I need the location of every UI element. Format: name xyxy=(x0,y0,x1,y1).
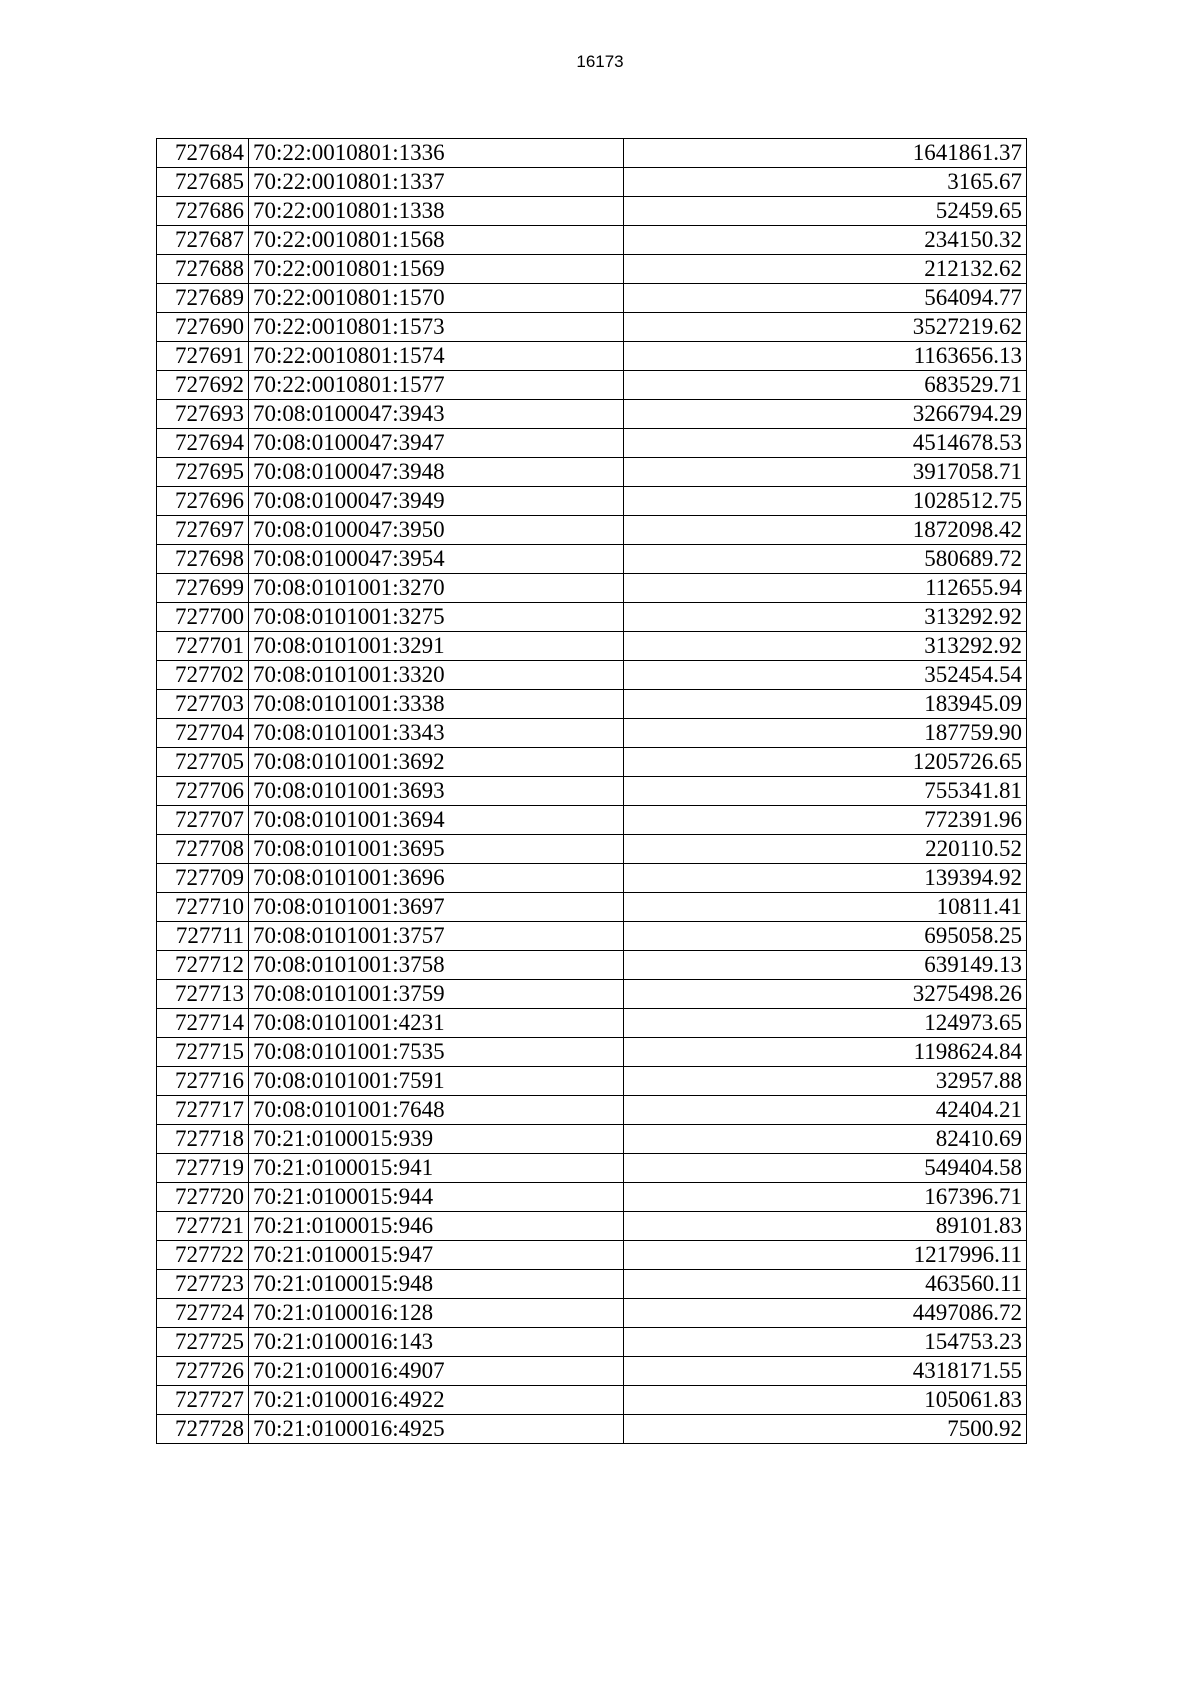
cadastral-number-cell: 70:08:0101001:7648 xyxy=(249,1096,624,1125)
value-cell: 52459.65 xyxy=(624,197,1027,226)
row-number-cell: 727714 xyxy=(157,1009,249,1038)
value-cell: 1163656.13 xyxy=(624,342,1027,371)
row-number-cell: 727705 xyxy=(157,748,249,777)
cadastral-number-cell: 70:08:0101001:7535 xyxy=(249,1038,624,1067)
table-row xyxy=(157,1415,1027,1444)
table-row xyxy=(157,1241,1027,1270)
registry-table xyxy=(156,138,1027,1444)
table-row xyxy=(157,255,1027,284)
row-number-cell: 727695 xyxy=(157,458,249,487)
row-number-cell: 727716 xyxy=(157,1067,249,1096)
table-row xyxy=(157,1328,1027,1357)
cadastral-number-cell: 70:08:0100047:3947 xyxy=(249,429,624,458)
cadastral-number-cell: 70:08:0100047:3954 xyxy=(249,545,624,574)
value-cell: 683529.71 xyxy=(624,371,1027,400)
table-row xyxy=(157,632,1027,661)
cadastral-number-cell: 70:08:0101001:3270 xyxy=(249,574,624,603)
cadastral-number-cell: 70:08:0101001:3759 xyxy=(249,980,624,1009)
row-number-cell: 727685 xyxy=(157,168,249,197)
row-number-cell: 727712 xyxy=(157,951,249,980)
value-cell: 1872098.42 xyxy=(624,516,1027,545)
value-cell: 42404.21 xyxy=(624,1096,1027,1125)
table-row xyxy=(157,400,1027,429)
cadastral-number-cell: 70:08:0101001:4231 xyxy=(249,1009,624,1038)
cadastral-number-cell: 70:22:0010801:1338 xyxy=(249,197,624,226)
table-row xyxy=(157,1183,1027,1212)
cadastral-number-cell: 70:21:0100015:947 xyxy=(249,1241,624,1270)
table-row xyxy=(157,603,1027,632)
row-number-cell: 727692 xyxy=(157,371,249,400)
value-cell: 463560.11 xyxy=(624,1270,1027,1299)
value-cell: 549404.58 xyxy=(624,1154,1027,1183)
cadastral-number-cell: 70:08:0101001:3343 xyxy=(249,719,624,748)
table-row xyxy=(157,226,1027,255)
value-cell: 167396.71 xyxy=(624,1183,1027,1212)
cadastral-number-cell: 70:08:0101001:3696 xyxy=(249,864,624,893)
value-cell: 82410.69 xyxy=(624,1125,1027,1154)
table-row xyxy=(157,719,1027,748)
row-number-cell: 727715 xyxy=(157,1038,249,1067)
value-cell: 154753.23 xyxy=(624,1328,1027,1357)
table-row xyxy=(157,1154,1027,1183)
row-number-cell: 727723 xyxy=(157,1270,249,1299)
table-row xyxy=(157,748,1027,777)
value-cell: 3165.67 xyxy=(624,168,1027,197)
cadastral-number-cell: 70:08:0100047:3950 xyxy=(249,516,624,545)
row-number-cell: 727697 xyxy=(157,516,249,545)
table-row xyxy=(157,1299,1027,1328)
value-cell: 7500.92 xyxy=(624,1415,1027,1444)
cadastral-number-cell: 70:21:0100016:4907 xyxy=(249,1357,624,1386)
cadastral-number-cell: 70:08:0100047:3943 xyxy=(249,400,624,429)
value-cell: 580689.72 xyxy=(624,545,1027,574)
value-cell: 313292.92 xyxy=(624,632,1027,661)
row-number-cell: 727710 xyxy=(157,893,249,922)
row-number-cell: 727700 xyxy=(157,603,249,632)
value-cell: 234150.32 xyxy=(624,226,1027,255)
table-row xyxy=(157,1125,1027,1154)
row-number-cell: 727703 xyxy=(157,690,249,719)
cadastral-number-cell: 70:08:0101001:3693 xyxy=(249,777,624,806)
value-cell: 4514678.53 xyxy=(624,429,1027,458)
cadastral-number-cell: 70:22:0010801:1337 xyxy=(249,168,624,197)
value-cell: 187759.90 xyxy=(624,719,1027,748)
row-number-cell: 727722 xyxy=(157,1241,249,1270)
cadastral-number-cell: 70:21:0100016:143 xyxy=(249,1328,624,1357)
table-row xyxy=(157,371,1027,400)
row-number-cell: 727691 xyxy=(157,342,249,371)
value-cell: 3275498.26 xyxy=(624,980,1027,1009)
value-cell: 772391.96 xyxy=(624,806,1027,835)
cadastral-number-cell: 70:08:0101001:3692 xyxy=(249,748,624,777)
row-number-cell: 727721 xyxy=(157,1212,249,1241)
value-cell: 139394.92 xyxy=(624,864,1027,893)
cadastral-number-cell: 70:08:0101001:3291 xyxy=(249,632,624,661)
table-row xyxy=(157,835,1027,864)
table-row xyxy=(157,545,1027,574)
table-row xyxy=(157,806,1027,835)
table-row xyxy=(157,574,1027,603)
value-cell: 639149.13 xyxy=(624,951,1027,980)
cadastral-number-cell: 70:08:0100047:3948 xyxy=(249,458,624,487)
value-cell: 3266794.29 xyxy=(624,400,1027,429)
cadastral-number-cell: 70:08:0101001:3694 xyxy=(249,806,624,835)
value-cell: 10811.41 xyxy=(624,893,1027,922)
value-cell: 1205726.65 xyxy=(624,748,1027,777)
value-cell: 32957.88 xyxy=(624,1067,1027,1096)
value-cell: 695058.25 xyxy=(624,922,1027,951)
row-number-cell: 727698 xyxy=(157,545,249,574)
value-cell: 4497086.72 xyxy=(624,1299,1027,1328)
cadastral-number-cell: 70:21:0100015:948 xyxy=(249,1270,624,1299)
table-row xyxy=(157,864,1027,893)
table-row xyxy=(157,893,1027,922)
row-number-cell: 727718 xyxy=(157,1125,249,1154)
value-cell: 4318171.55 xyxy=(624,1357,1027,1386)
row-number-cell: 727708 xyxy=(157,835,249,864)
row-number-cell: 727726 xyxy=(157,1357,249,1386)
row-number-cell: 727696 xyxy=(157,487,249,516)
value-cell: 1028512.75 xyxy=(624,487,1027,516)
row-number-cell: 727693 xyxy=(157,400,249,429)
value-cell: 755341.81 xyxy=(624,777,1027,806)
value-cell: 313292.92 xyxy=(624,603,1027,632)
value-cell: 3917058.71 xyxy=(624,458,1027,487)
cadastral-number-cell: 70:22:0010801:1574 xyxy=(249,342,624,371)
cadastral-number-cell: 70:08:0101001:3758 xyxy=(249,951,624,980)
table-row xyxy=(157,922,1027,951)
row-number-cell: 727713 xyxy=(157,980,249,1009)
cadastral-number-cell: 70:08:0101001:3320 xyxy=(249,661,624,690)
table-row xyxy=(157,487,1027,516)
row-number-cell: 727728 xyxy=(157,1415,249,1444)
value-cell: 105061.83 xyxy=(624,1386,1027,1415)
row-number-cell: 727725 xyxy=(157,1328,249,1357)
cadastral-number-cell: 70:22:0010801:1577 xyxy=(249,371,624,400)
table-row xyxy=(157,313,1027,342)
table-row xyxy=(157,429,1027,458)
table-row xyxy=(157,197,1027,226)
cadastral-number-cell: 70:21:0100015:944 xyxy=(249,1183,624,1212)
cadastral-number-cell: 70:22:0010801:1568 xyxy=(249,226,624,255)
row-number-cell: 727702 xyxy=(157,661,249,690)
table-row xyxy=(157,661,1027,690)
value-cell: 1641861.37 xyxy=(624,139,1027,168)
value-cell: 1198624.84 xyxy=(624,1038,1027,1067)
row-number-cell: 727699 xyxy=(157,574,249,603)
cadastral-number-cell: 70:22:0010801:1569 xyxy=(249,255,624,284)
table-row xyxy=(157,284,1027,313)
cadastral-number-cell: 70:21:0100015:941 xyxy=(249,1154,624,1183)
cadastral-number-cell: 70:22:0010801:1336 xyxy=(249,139,624,168)
table-row xyxy=(157,777,1027,806)
table-row xyxy=(157,1009,1027,1038)
cadastral-number-cell: 70:08:0101001:3275 xyxy=(249,603,624,632)
row-number-cell: 727704 xyxy=(157,719,249,748)
row-number-cell: 727701 xyxy=(157,632,249,661)
table-row xyxy=(157,168,1027,197)
value-cell: 3527219.62 xyxy=(624,313,1027,342)
cadastral-number-cell: 70:22:0010801:1570 xyxy=(249,284,624,313)
cadastral-number-cell: 70:21:0100015:939 xyxy=(249,1125,624,1154)
row-number-cell: 727684 xyxy=(157,139,249,168)
value-cell: 183945.09 xyxy=(624,690,1027,719)
table-row xyxy=(157,342,1027,371)
row-number-cell: 727686 xyxy=(157,197,249,226)
table-row xyxy=(157,1038,1027,1067)
row-number-cell: 727707 xyxy=(157,806,249,835)
row-number-cell: 727706 xyxy=(157,777,249,806)
value-cell: 1217996.11 xyxy=(624,1241,1027,1270)
cadastral-number-cell: 70:08:0101001:7591 xyxy=(249,1067,624,1096)
value-cell: 220110.52 xyxy=(624,835,1027,864)
table-row xyxy=(157,1212,1027,1241)
registry-table-body xyxy=(157,139,1027,1444)
row-number-cell: 727709 xyxy=(157,864,249,893)
table-row xyxy=(157,951,1027,980)
cadastral-number-cell: 70:08:0101001:3697 xyxy=(249,893,624,922)
page-number: 16173 xyxy=(576,52,624,71)
table-row xyxy=(157,1386,1027,1415)
table-row xyxy=(157,1096,1027,1125)
table-row xyxy=(157,690,1027,719)
value-cell: 564094.77 xyxy=(624,284,1027,313)
row-number-cell: 727727 xyxy=(157,1386,249,1415)
table-row xyxy=(157,516,1027,545)
cadastral-number-cell: 70:21:0100016:4925 xyxy=(249,1415,624,1444)
cadastral-number-cell: 70:08:0100047:3949 xyxy=(249,487,624,516)
table-row xyxy=(157,1270,1027,1299)
table-row xyxy=(157,458,1027,487)
cadastral-number-cell: 70:21:0100015:946 xyxy=(249,1212,624,1241)
table-row xyxy=(157,1357,1027,1386)
cadastral-number-cell: 70:21:0100016:128 xyxy=(249,1299,624,1328)
table-row xyxy=(157,139,1027,168)
value-cell: 352454.54 xyxy=(624,661,1027,690)
cadastral-number-cell: 70:21:0100016:4922 xyxy=(249,1386,624,1415)
row-number-cell: 727724 xyxy=(157,1299,249,1328)
row-number-cell: 727689 xyxy=(157,284,249,313)
table-row xyxy=(157,1067,1027,1096)
value-cell: 124973.65 xyxy=(624,1009,1027,1038)
cadastral-number-cell: 70:08:0101001:3695 xyxy=(249,835,624,864)
row-number-cell: 727694 xyxy=(157,429,249,458)
cadastral-number-cell: 70:08:0101001:3757 xyxy=(249,922,624,951)
cadastral-number-cell: 70:08:0101001:3338 xyxy=(249,690,624,719)
row-number-cell: 727690 xyxy=(157,313,249,342)
row-number-cell: 727720 xyxy=(157,1183,249,1212)
row-number-cell: 727719 xyxy=(157,1154,249,1183)
row-number-cell: 727711 xyxy=(157,922,249,951)
value-cell: 212132.62 xyxy=(624,255,1027,284)
value-cell: 89101.83 xyxy=(624,1212,1027,1241)
row-number-cell: 727687 xyxy=(157,226,249,255)
table-row xyxy=(157,980,1027,1009)
row-number-cell: 727688 xyxy=(157,255,249,284)
value-cell: 112655.94 xyxy=(624,574,1027,603)
cadastral-number-cell: 70:22:0010801:1573 xyxy=(249,313,624,342)
row-number-cell: 727717 xyxy=(157,1096,249,1125)
